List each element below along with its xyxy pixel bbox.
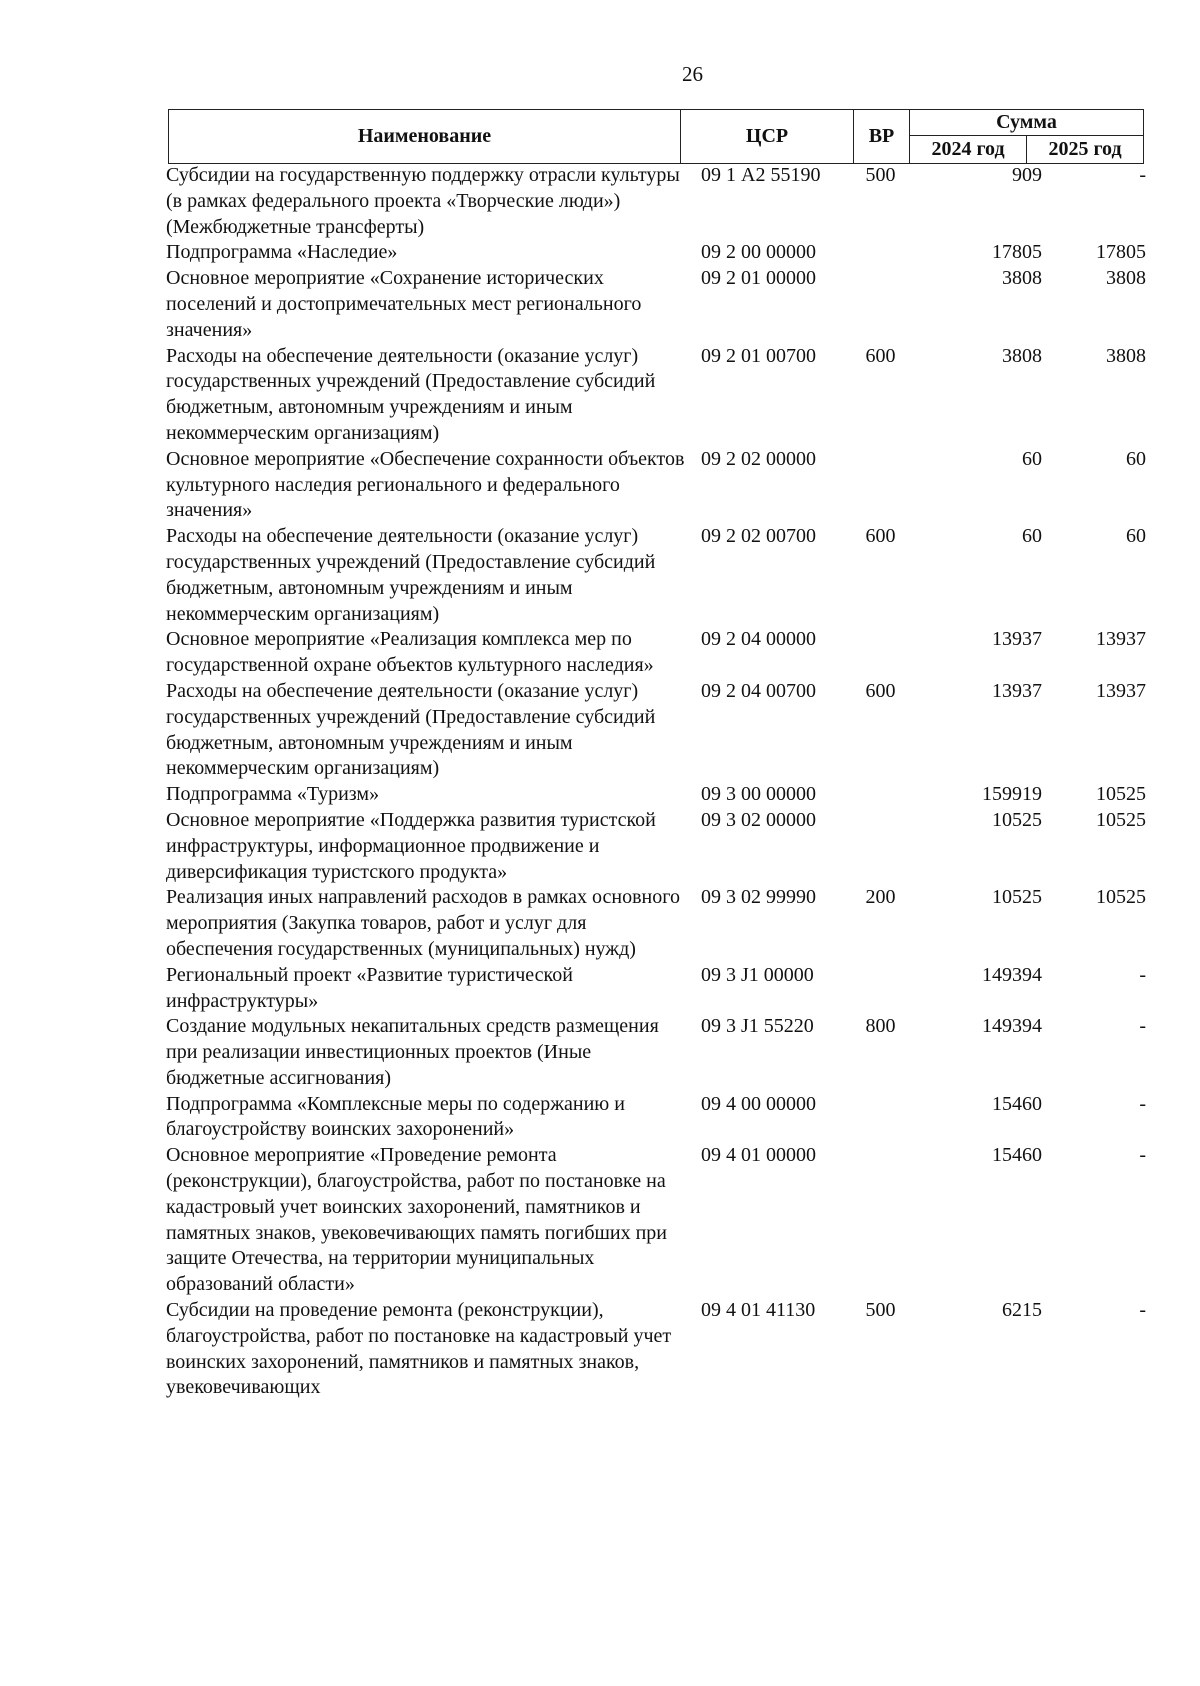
header-name: Наименование (169, 110, 681, 164)
row-amount-2025: - (1139, 1299, 1146, 1322)
row-name: Основное мероприятие «Реализация комплекса мер по государственной охране объектов культурного наследия» (166, 628, 654, 677)
row-amount-2025: 10525 (1096, 808, 1146, 831)
row-amount-2024: 13937 (992, 628, 1042, 651)
row-name: Подпрограмма «Туризм» (166, 783, 380, 806)
row-amount-2025: - (1139, 1092, 1146, 1115)
row-vr (854, 627, 907, 679)
row-name: Подпрограмма «Комплексные меры по содержанию и благоустройству воинских захоронений» (166, 1092, 625, 1141)
row-amount-2025: 60 (1126, 525, 1146, 548)
row-name: Расходы на обеспечение деятельности (оказание услуг) государственных учреждений (Предоставление субсидий бюджетным, автономным учреждениям и иным некоммерческим организациям) (166, 679, 656, 780)
row-csr: 09 1 А2 55190 (701, 164, 821, 186)
row-csr: 09 4 00 00000 (701, 1092, 816, 1115)
row-amount-2024: 149394 (982, 1015, 1042, 1038)
table-row (166, 627, 1146, 679)
row-vr (854, 963, 907, 1015)
row-csr: 09 3 02 00000 (701, 808, 816, 831)
row-amount-2025: 13937 (1096, 628, 1146, 651)
row-csr: 09 4 01 00000 (701, 1144, 816, 1167)
row-amount-2025: 3808 (1106, 267, 1146, 290)
header-sum: Сумма (910, 110, 1144, 136)
table-row (166, 266, 1146, 343)
page-number: 26 (682, 62, 703, 86)
row-vr (854, 266, 907, 343)
header-year-2024: 2024 год (910, 136, 1027, 164)
table-row (166, 524, 1146, 627)
row-amount-2024: 159919 (982, 783, 1042, 806)
row-csr: 09 3 00 00000 (701, 783, 816, 806)
row-amount-2024: 15460 (992, 1092, 1042, 1115)
row-csr: 09 3 02 99990 (701, 886, 816, 909)
row-amount-2025: - (1139, 1144, 1146, 1167)
row-csr: 09 2 04 00000 (701, 628, 816, 651)
row-csr: 09 3 J1 55220 (701, 1015, 814, 1038)
row-csr: 09 3 J1 00000 (701, 963, 814, 986)
header-year-2025: 2025 год (1027, 136, 1144, 164)
row-name: Подпрограмма «Наследие» (166, 241, 398, 264)
row-vr (854, 447, 907, 524)
row-amount-2024: 60 (1022, 447, 1042, 470)
row-amount-2025: 13937 (1096, 679, 1146, 702)
row-vr: 500 (865, 1299, 896, 1322)
row-amount-2025: - (1139, 1015, 1146, 1038)
row-name: Основное мероприятие «Сохранение исторических поселений и достопримечательных мест регионального значения» (166, 267, 642, 341)
row-name: Субсидии на проведение ремонта (реконструкции), благоустройства, работ по постановке на кадастровый учет воинских захоронений, памятников и памятных знаков, увековечивающих (166, 1299, 672, 1399)
row-name: Основное мероприятие «Проведение ремонта (реконструкции), благоустройства, работ по постановке на кадастровый учет воинских захоронений, памятников и памятных знаков, увековечивающих память погибших при защите Отечества, на территории муниципальных образований области» (166, 1144, 668, 1296)
row-amount-2024: 10525 (992, 886, 1042, 909)
table-row (166, 963, 1146, 1015)
row-name: Основное мероприятие «Обеспечение сохранности объектов культурного наследия регионального и федерального значения» (166, 447, 685, 522)
header-vr: ВР (854, 110, 910, 164)
table-row (166, 1092, 1146, 1144)
table-row (166, 1014, 1146, 1091)
table-row (166, 344, 1146, 447)
row-amount-2025: 10525 (1096, 886, 1146, 909)
row-amount-2024: 149394 (982, 963, 1042, 986)
row-csr: 09 2 01 00000 (701, 267, 816, 290)
table-row (166, 1298, 1146, 1401)
row-name: Реализация иных направлений расходов в рамках основного мероприятия (Закупка товаров, работ и услуг для обеспечения государственных (муниципальных) нужд) (166, 886, 680, 960)
row-csr: 09 2 04 00700 (701, 679, 816, 702)
table-row (166, 1143, 1146, 1298)
row-csr: 09 2 01 00700 (701, 344, 816, 367)
row-vr: 200 (865, 886, 896, 909)
row-amount-2025: 17805 (1096, 241, 1146, 264)
table-row (166, 782, 1146, 808)
row-vr (854, 1092, 907, 1144)
row-vr (854, 782, 907, 808)
row-name: Расходы на обеспечение деятельности (оказание услуг) государственных учреждений (Предоставление субсидий бюджетным, автономным учреждениям и иным некоммерческим организациям) (166, 344, 656, 444)
row-amount-2024: 13937 (992, 679, 1042, 702)
row-amount-2025: - (1139, 963, 1146, 986)
row-name: Субсидии на государственную поддержку отрасли культуры (в рамках федерального проекта «Творческие люди») (Межбюджетные трансферты) (166, 164, 680, 238)
row-name: Расходы на обеспечение деятельности (оказание услуг) государственных учреждений (Предоставление субсидий бюджетным, автономным учреждениям и иным некоммерческим организациям) (166, 525, 656, 625)
header-csr: ЦСР (681, 110, 854, 164)
row-vr (854, 1143, 907, 1298)
row-amount-2024: 10525 (992, 808, 1042, 831)
row-amount-2024: 909 (1012, 164, 1042, 186)
row-amount-2024: 6215 (1002, 1299, 1042, 1322)
table-header (168, 109, 1144, 164)
row-vr (854, 240, 907, 266)
row-amount-2024: 15460 (992, 1144, 1042, 1167)
row-vr: 600 (865, 679, 896, 702)
table-row (166, 240, 1146, 266)
row-csr: 09 2 00 00000 (701, 241, 816, 264)
row-vr: 800 (865, 1015, 896, 1038)
table-row (166, 679, 1146, 782)
table-row (166, 885, 1146, 962)
row-csr: 09 4 01 41130 (701, 1299, 816, 1322)
row-amount-2025: 60 (1126, 447, 1146, 470)
row-csr: 09 2 02 00000 (701, 447, 816, 470)
table-row (166, 447, 1146, 524)
row-vr: 500 (865, 164, 896, 186)
row-amount-2024: 60 (1022, 525, 1042, 548)
row-name: Создание модульных некапитальных средств размещения при реализации инвестиционных проектов (Иные бюджетные ассигнования) (166, 1015, 659, 1089)
row-amount-2024: 3808 (1002, 267, 1042, 290)
row-amount-2025: - (1139, 164, 1146, 186)
row-vr: 600 (865, 344, 896, 367)
row-csr: 09 2 02 00700 (701, 525, 816, 548)
table-row (166, 163, 1146, 240)
row-name: Основное мероприятие «Поддержка развития туристской инфраструктуры, информационное продвижение и диверсификация туристского продукта» (166, 808, 656, 883)
row-amount-2025: 10525 (1096, 783, 1146, 806)
row-vr: 600 (865, 525, 896, 548)
row-name: Региональный проект «Развитие туристической инфраструктуры» (166, 963, 573, 1012)
table-row (166, 808, 1146, 885)
row-amount-2025: 3808 (1106, 344, 1146, 367)
row-amount-2024: 3808 (1002, 344, 1042, 367)
table-body (166, 163, 1146, 1401)
row-vr (854, 808, 907, 885)
row-amount-2024: 17805 (992, 241, 1042, 264)
